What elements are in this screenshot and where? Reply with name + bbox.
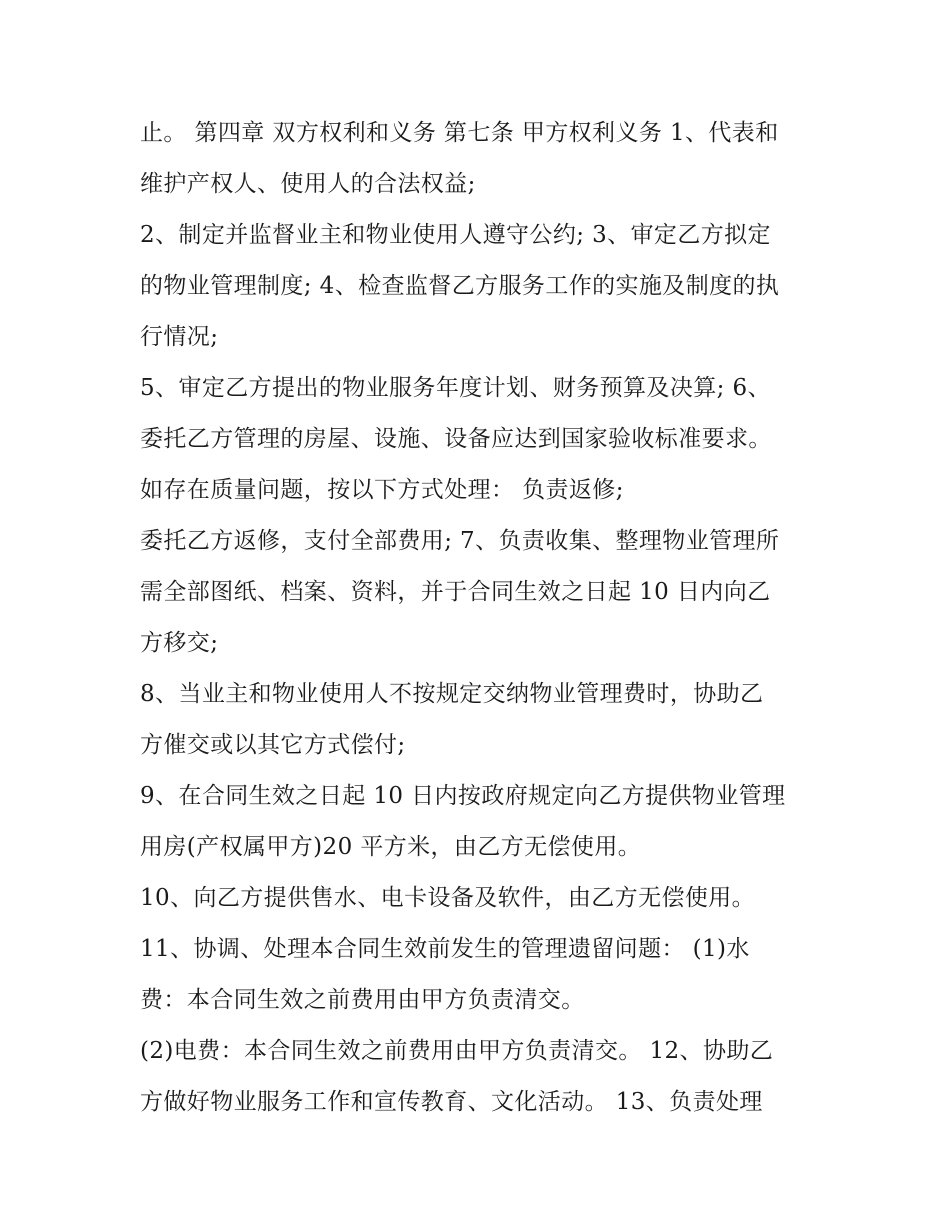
text-line: 10、向乙方提供售水、电卡设备及软件，由乙方无偿使用。 xyxy=(140,885,756,911)
text-line: 11、协调、处理本合同生效前发生的管理遗留问题： (1)水 xyxy=(140,936,750,962)
text-line: 需全部图纸、档案、资料，并于合同生效之日起 10 日内向乙 xyxy=(140,579,771,605)
text-line: 维护产权人、使用人的合法权益; xyxy=(140,171,476,197)
text-line: 9、在合同生效之日起 10 日内按政府规定向乙方提供物业管理 xyxy=(140,783,786,809)
text-line: 委托乙方返修，支付全部费用; 7、负责收集、整理物业管理所 xyxy=(140,528,780,554)
text-line: 方移交; xyxy=(140,630,219,656)
text-line: 委托乙方管理的房屋、设施、设备应达到国家验收标准要求。 xyxy=(140,426,772,452)
text-line: 2、制定并监督业主和物业使用人遵守公约; 3、审定乙方拟定 xyxy=(140,222,771,248)
text-line: 方做好物业服务工作和宣传教育、文化活动。 13、负责处理 xyxy=(140,1089,763,1115)
text-line: 止。 第四章 双方权利和义务 第七条 甲方权利义务 1、代表和 xyxy=(140,120,779,146)
text-line: (2)电费：本合同生效之前费用由甲方负责清交。 12、协助乙 xyxy=(140,1038,774,1064)
text-line: 用房(产权属甲方)20 平方米，由乙方无偿使用。 xyxy=(140,834,642,860)
contract-text xyxy=(140,108,830,1128)
text-line: 费：本合同生效之前费用由甲方负责清交。 xyxy=(140,987,585,1013)
text-line: 8、当业主和物业使用人不按规定交纳物业管理费时，协助乙 xyxy=(140,681,764,707)
text-line: 的物业管理制度; 4、检查监督乙方服务工作的实施及制度的执 xyxy=(140,273,780,299)
text-line: 5、审定乙方提出的物业服务年度计划、财务预算及决算; 6、 xyxy=(140,375,771,401)
text-line: 如存在质量问题，按以下方式处理： 负责返修; xyxy=(140,477,624,503)
text-line: 行情况; xyxy=(140,324,219,350)
text-line: 方催交或以其它方式偿付; xyxy=(140,732,406,758)
